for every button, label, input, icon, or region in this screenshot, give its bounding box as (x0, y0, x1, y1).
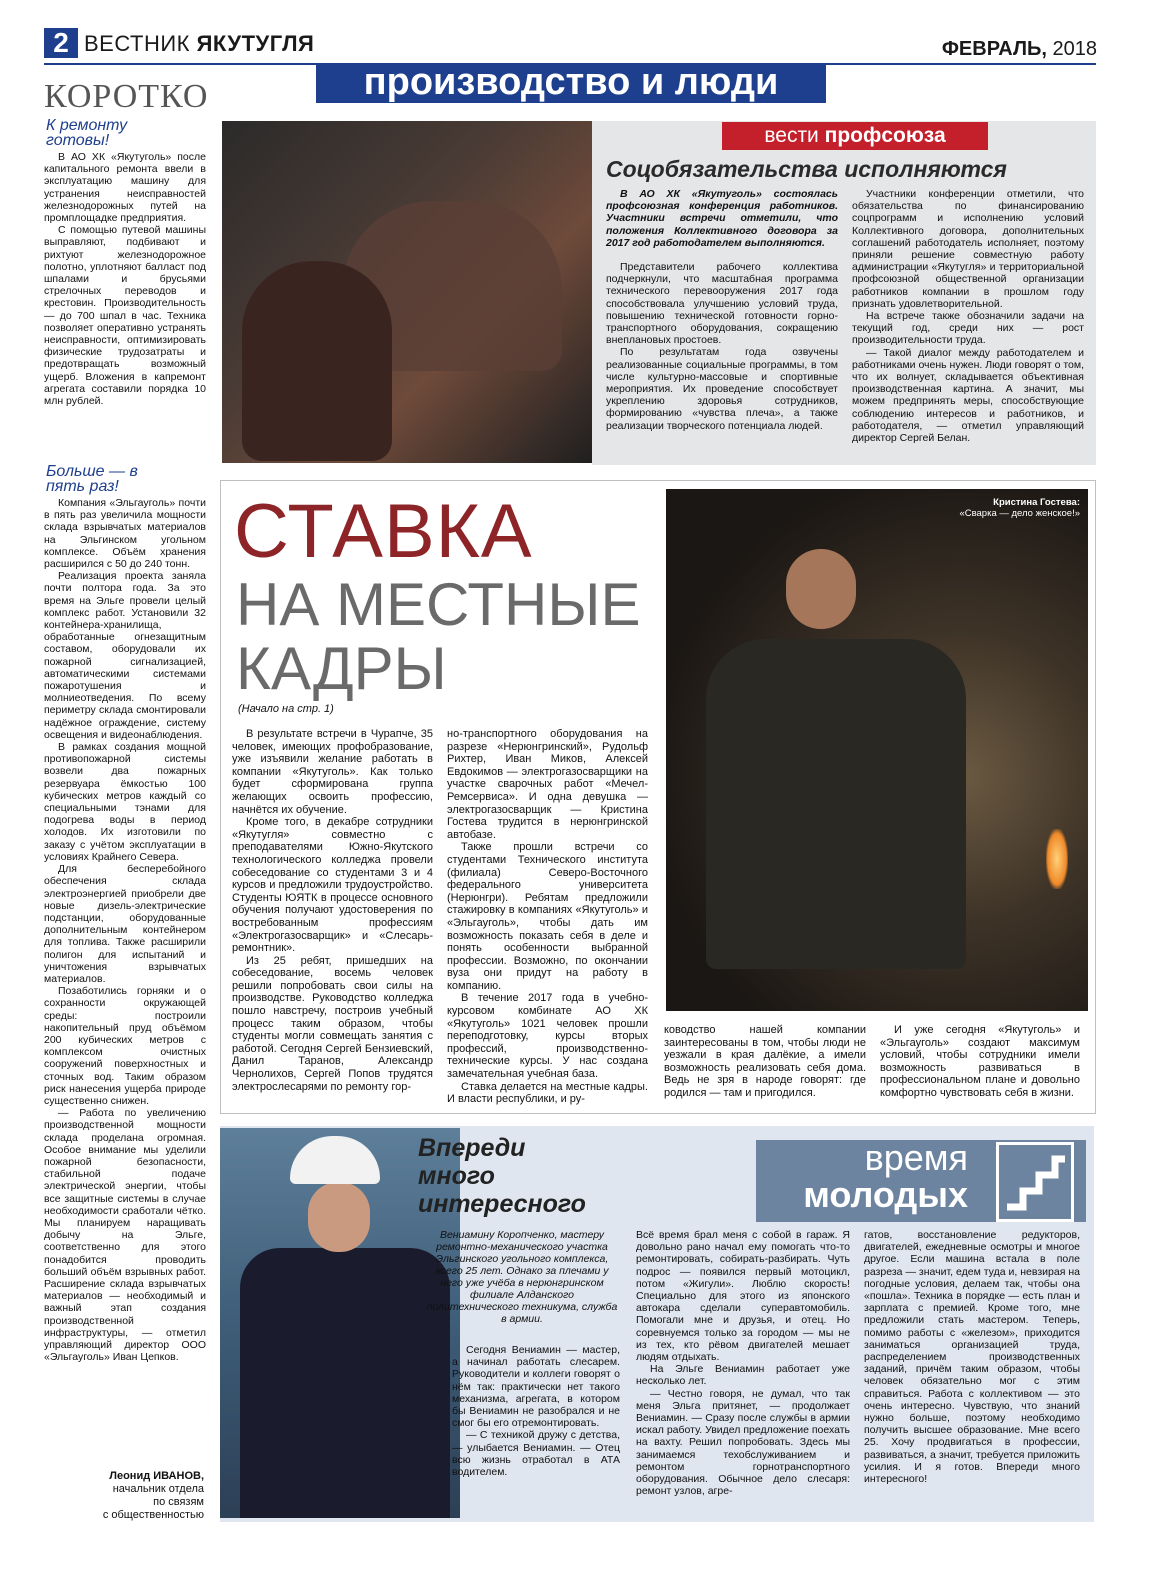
feature-title-3: КАДРЫ (236, 635, 447, 702)
union-column-2 (852, 188, 1084, 444)
conference-photo (222, 121, 592, 463)
masthead-word-1: ВЕСТНИК (84, 31, 190, 56)
signature-line: начальник отдела (112, 1483, 204, 1495)
sidebar-news-2 (44, 464, 206, 1363)
news-1-headline: К ремонту готовы! (46, 117, 128, 149)
welder-photo (666, 489, 1088, 1011)
young-paragraph: Сегодня Вениамин — мастер, а начинал работать слесарем. Руководители и коллеги говорят о нём так: практически нет такого механизма, агрегата, в котором бы Вениамин не разобрался и не смог бы его отремонтировать. (452, 1344, 620, 1430)
young-paragraph: На Эльге Вениамин работает уже несколько лет. (636, 1363, 850, 1388)
news-2-paragraph: Для бесперебойного обеспечения склада электроэнергией приобрели две новые дизель-электрические подстанции, оборудованные дополнительным контейнером для топлива. Также расширили полигон для испытаний и уничтожения взрывчатых материалов. (44, 863, 206, 985)
feature-paragraph: И уже сегодня «Якутуголь» и «Эльгауголь» создают максимум условий, чтобы сотрудники имели возможность развиваться в профессиональном плане и довольно комфортно чувствовать себя в жизни. (880, 1024, 1080, 1099)
section-title: производство и люди (316, 63, 826, 103)
young-headline-line: Впереди (418, 1134, 526, 1162)
photo-caption (900, 497, 1080, 519)
author-signature (80, 1470, 204, 1522)
young-headline-line: интересного (418, 1190, 586, 1218)
union-paragraph: Представители рабочего коллектива подчеркнули, что масштабная программа технического перевооружения 2017 года способствовала улучшению условий труда, повышению технической готовности горно-транспортного оборудования, сокращению внеплановых простоев. (606, 261, 838, 347)
feature-title-2: НА МЕСТНЫЕ (236, 571, 641, 638)
feature-paragraph: Также прошли встречи со студентами Технического института (филиала) Северо-Восточного федерального университета (Нерюнгри). Ребятам предложили стажировку в компаниях «Якутуголь» и «Эльгауголь», чтобы дать им возможность показать себя в деле и понять особенности выбранной профессии. Возможно, по окончании вуза они придут на работу в компанию. (447, 841, 648, 992)
signature-line: с общественностью (102, 1509, 204, 1521)
news-2-paragraph: Позаботились горняки и о сохранности окружающей среды: построили накопительный пруд объёмом 200 кубических метров с комплексом очистных сооружений поверхностных и сточных вод. Таким образом риск нанесения ущерба природе существенно снижен. (44, 985, 206, 1107)
news-2-headline: Больше — в пять раз! (46, 463, 138, 495)
feature-column-1 (232, 728, 433, 1093)
news-1-paragraph: В АО ХК «Якутуголь» после капитального ремонта ввели в эксплуатацию машину для устранения неисправностей железнодорожных путей на промплощадке предприятия. (44, 151, 206, 225)
feature-paragraph: Кроме того, в декабре сотрудники «Якутугля» совместно с преподавателями Южно-Якутского технологического колледжа провели собеседование со студентами 3 и 4 курсов и предложили трудоустройство. Студенты ЮЯТК в процессе основного обучения получают удостоверения по востребованным профессиям «Электрогазосварщик» и «Слесарь-ремонтник». (232, 816, 433, 955)
page-number: 2 (44, 28, 78, 58)
young-headline-line: много (418, 1162, 495, 1190)
union-paragraph: Участники конференции отметили, что обязательства по финансированию соцпрограмм и исполнению условий Коллективного договора, дополнительных соглашений работодатель исполняет, поэтому приняли решение совместную работу администрации «Якутугля» и территориальной профсоюзной общественной организации работников компании в прошлом году признать удовлетворительной. (852, 188, 1084, 310)
sidebar-news-1 (44, 118, 206, 407)
young-headline (418, 1134, 586, 1218)
feature-column-2 (447, 728, 648, 1106)
feature-paragraph: В результате встречи в Чурапче, 35 человек, имеющих профобразование, уже изъявили желание работать в компании «Якутуголь». Как только будет сформирована группа желающих освоить профессию, начнётся их обучение. (232, 728, 433, 816)
stairs-icon (996, 1142, 1074, 1222)
union-paragraph: На встрече также обозначили задачи на текущий год, среди них — рост производительности труда. (852, 310, 1084, 347)
signature-line: по связям (153, 1496, 204, 1508)
union-paragraph: По результатам года озвучены реализованные социальные программы, в том числе культурно-массовые и спортивные мероприятия. Их проведение способствует укреплению здоровья сотрудников, формированию «чувства плеча», а также реализации творческого потенциала людей. (606, 346, 838, 432)
signature-line: Леонид ИВАНОВ, (109, 1470, 204, 1482)
sidebar-rubric: КОРОТКО (44, 78, 209, 115)
young-paragraph: — Честно говоря, не думал, что так меня Эльга притянет, — продолжает Вениамин. — Сразу после службы в армии искал работу. Увидел предложение поехать на вахту. Решил попробовать. Здесь мы занимаемся техобслуживанием и ремонтом горнотранспортного оборудования. Обычное дело слесаря: ремонт узлов, агре- (636, 1387, 850, 1498)
young-rubric (758, 1137, 968, 1215)
caption-quote: «Сварка — дело женское!» (959, 508, 1080, 519)
young-rubric-2: молодых (803, 1174, 968, 1215)
union-rubric-2: профсоюза (824, 124, 946, 147)
issue-month: ФЕВРАЛЬ, (941, 38, 1047, 60)
young-column-2 (636, 1229, 850, 1497)
news-2-paragraph: Компания «Эльгауголь» почти в пять раз увеличила мощности склада взрывчатых материалов на Эльгинском угольном комплексе. Объём хранения расширился с 50 до 240 тонн. (44, 497, 206, 571)
union-lead: В АО ХК «Якутуголь» состоялась профсоюзная конференция работников. Участники встречи отметили, что положения Коллективного договора за 2017 год работодателем выполняются. (606, 188, 838, 249)
feature-paragraph: В течение 2017 года в учебно-курсовом комбинате АО ХК «Якутуголь» 1021 человек прошли переподготовку, курсы вторых профессий, производственно-технические курсы. У нас создана замечательная учебная база. (447, 992, 648, 1081)
young-paragraph: Всё время брал меня с собой в гараж. Я довольно рано начал ему помогать что-то ремонтировать, собирать-разбирать. Чуть подрос — появился первый мотоцикл, потом «Жигули». Люблю скорость! Специально для этого из японского автокара сделали суперавтомобиль. Помогали мне и друзья, и отец. Но соревнуемся только за городом — мы не из тех, кто рёвом двигателей мешает людям отдыхать. (636, 1229, 850, 1364)
feature-paragraph: Из 25 ребят, пришедших на собеседование, восемь человек решили попробовать свои силы на производстве. Руководство колледжа пошло навстречу, построив учебный процесс таким образом, чтобы студенты могли совмещать занятия с работой. Сегодня Сергей Бензиевский, Данил Таранов, Александр Чернолихов, Сергей Попов трудятся электрослесарями по ремонту гор- (232, 954, 433, 1093)
masthead-word-2: ЯКУТУГЛЯ (196, 31, 315, 56)
news-2-body (44, 497, 206, 1363)
union-paragraph: — Такой диалог между работодателем и работниками очень нужен. Люди говорят о том, что их волнует, складывается объективная производственная картина. А значит, мы можем предпринять меры, способствующие соблюдению интересов и работников, и работодателя, — отметил управляющий директор Сергей Белан. (852, 346, 1084, 445)
young-rubric-1: время (864, 1137, 968, 1178)
news-2-paragraph: — Работа по увеличению производственной мощности склада проделана огромная. Особое внимание мы уделили пожарной безопасности, стабильной подаче электрической энергии, чтобы все защитные системы в случае необходимости сработали чётко. Мы планируем наращивать добычу на Эльге, соответственно для этого понадобится проводить больший объём взрывных работ. Расширение склада взрывчатых материалов — необходимый и важный этап создания производственной инфраструктуры, — отметил управляющий директор ООО «Эльгауголь» Иван Цепков. (44, 1107, 206, 1364)
union-rubric (722, 122, 988, 150)
feature-paragraph: ководство нашей компании заинтересованы в том, чтобы люди не уезжали в края далёкие, а имели возможность реализовать себя дома. Ведь не зря в народе говорят: где родился — там и пригодился. (664, 1024, 866, 1099)
young-column-1 (452, 1344, 620, 1478)
feature-paragraph: Ставка делается на местные кадры. И власти республики, и ру- (447, 1080, 648, 1106)
young-lead: Вениамину Коропченко, мастеру ремонтно-механического участка Эльгинского угольного комплекса, всего 25 лет. Однако за плечами у него уже учёба в нерюнгринском филиале Алданского политехнического техникума, служба в армии. (426, 1229, 618, 1325)
news-2-paragraph: Реализация проекта заняла почти полтора года. За это время на Эльге провели целый комплекс работ. Установили 32 контейнера-хранилища, обработанные огнезащитным составом, оборудовали их пожарной сигнализацией, автоматическими системами пожаротушения и молниеотведения. По всему периметру склада смонтировали надёжное ограждение, систему освещения и видеонаблюдения. (44, 570, 206, 741)
young-paragraph: — С техникой дружу с детства, — улыбается Вениамин. — Отец всю жизнь отработал в АТА водителем. (452, 1429, 620, 1479)
news-1-paragraph: С помощью путевой машины выправляют, подбивают и рихтуют железнодорожное полотно, уплотняют балласт под шпалами и брусьями стрелочных переводов и крестовин. Производительность — до 700 шпал в час. Техника позволяет оперативно устранять неисправности, оптимизировать физические трудозатраты и предотвращать возможный ущерб. Вложения в капремонт агрегата составили порядка 10 млн рублей. (44, 224, 206, 408)
feature-column-4 (880, 1024, 1080, 1100)
issue-year: 2018 (1052, 38, 1097, 60)
feature-title-1: СТАВКА (234, 489, 533, 574)
young-paragraph: гатов, восстановление редукторов, двигателей, ежедневные осмотры и многое другое. Если машина встала в поле разреза — значит, едем туда и, невзирая на погодные условия, делаем так, чтобы она «пошла». Техника в порядке — есть план и зарплата с премией. Кроме того, мне предложили стать мастером. Теперь, помимо работы с «железом», приходится заниматься организацией труда, распределением производственных заданий, причём таким образом, чтобы человек обязательно мог с этим справиться. Работа с коллективом — это очень интересно. Чувствую, что знаний нужно больше, поэтому необходимо получить высшее образование. Мне всего 25. Хочу продвигаться в профессии, развиваться, а значит, требуется приложить усилия. И я готов. Впереди много интересного! (864, 1229, 1080, 1486)
feature-column-3 (664, 1024, 866, 1100)
union-headline: Соцобязательства исполняются (606, 156, 1007, 182)
caption-name: Кристина Гостева: (993, 497, 1080, 508)
masthead (84, 31, 314, 57)
news-1-body (44, 151, 206, 407)
union-column-1 (606, 188, 838, 432)
issue-date (942, 38, 1097, 61)
young-column-3 (864, 1229, 1080, 1485)
union-rubric-1: вести (764, 124, 819, 147)
news-2-paragraph: В рамках создания мощной противопожарной системы возвели два пожарных резервуара ёмкостью 100 кубических метров каждый со специальными тэнами для подогрева воды в период холодов. Их изготовили по заказу с учётом эксплуатации в условиях Крайнего Севера. (44, 741, 206, 863)
feature-paragraph: но-транспортного оборудования на разрезе «Нерюнгринский», Рудольф Рихтер, Иван Миков, Алексей Евдокимов — электрогазосварщики на участке сварочных работ «Мечел-Ремсервиса». И одна девушка — электрогазосварщик — Кристина Гостева трудится в нерюнгринской автобазе. (447, 728, 648, 841)
continued-note: (Начало на стр. 1) (238, 703, 334, 715)
